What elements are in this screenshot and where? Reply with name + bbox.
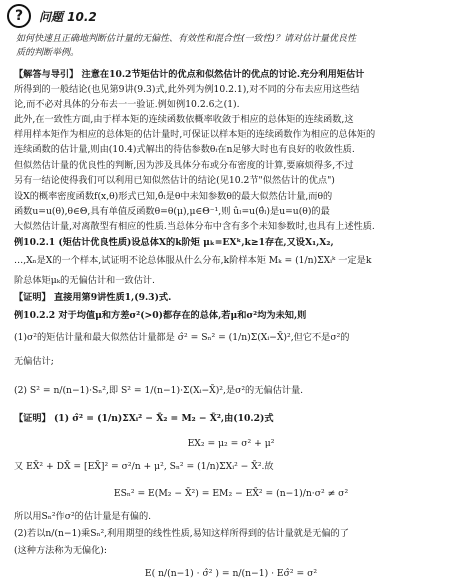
body-text-line: 设X的概率密度函数f(x,θ)形式已知,θ̂ₗ是θ中未知参数θ的最大似然估计量,而θ的 [14, 191, 333, 202]
formula-line: EX₂ = μ₂ = σ² + μ² [187, 438, 275, 449]
formula-line: ESₙ² = E(M₂ − X̄²) = EM₂ − EX̄² = (n−1)/n·σ² ≠ σ² [113, 488, 349, 499]
formula-line: 又 EX̄² + DX̄ = [EX̄]² = σ²/n + μ², Sₙ² = (1/n)ΣXᵢ² − X̄².故 [14, 461, 274, 472]
body-text-line: (2)若以n/(n−1)乘Sₙ²,利用期望的线性性质,易知这样所得到的估计量就是无偏的了 [14, 528, 349, 539]
body-text-line: 论,而不必对具体的分布去一一验证.例如例10.2.6之(1). [14, 99, 240, 110]
body-text-line: 无偏估计; [14, 356, 54, 367]
body-text-line: (这种方法称为无偏化): [14, 545, 107, 556]
proof-line: 【证明】 (1) σ̂² = (1/n)ΣXᵢ² − X̄₂ = M₂ − X̄²,由(10.2)式 [14, 413, 274, 424]
body-text-line: 阶总体矩μₖ的无偏估计和一致估计. [14, 275, 155, 286]
body-text-line: 大似然估计量,对离散型有相应的性质.当总体分布中含有多个未知参数时,也具有上述性质. [14, 221, 375, 232]
body-text-line: 所以用Sₙ²作σ²的估计量是有偏的. [14, 511, 152, 522]
example-heading-line: 例10.2.1 (矩估计优良性质)设总体X的k阶矩 μₖ=EXᵏ,k≥1存在,又设X₁,X₂, [14, 237, 334, 248]
body-text-line: 但似然估计量的优良性的判断,因为涉及具体分布或分布密度的计算,要麻烦得多,不过 [14, 160, 354, 171]
body-text-line: (1)σ²的矩估计量和最大似然估计量都是 σ̂² = Sₙ² = (1/n)Σ(Xᵢ−X̄)²,但它不是σ²的 [14, 332, 350, 343]
answer-intro-line: 【解答与导引】 注意在10.2节矩估计的优点和似然估计的优点的讨论.充分利用矩估计 [14, 69, 365, 80]
formula-line: (2) S² = n/(n−1)·Sₙ²,即 S² = 1/(n−1)·Σ(Xᵢ−X̄)²,是σ²的无偏估计量. [14, 385, 304, 396]
body-text-line: 样用样本矩作为相应的总体矩的估计量时,可保证以样本矩的连续函数作为相应的总体矩的 [14, 129, 376, 140]
question-text-line: 如何快速且正确地判断估计量的无偏性、有效性和混合性(一致性)？请对估计量优良性 [16, 34, 357, 44]
question-header [7, 4, 97, 28]
question-text-line: 质的判断举例。 [16, 48, 80, 58]
body-text-line: 函数u=u(θ),θ∈Θ,具有单值反函数θ=θ(μ),μ∈Θ⁻¹,则 ûₗ=u(θ̂ₗ)是u=u(θ)的最 [14, 206, 330, 217]
question-mark-icon: ? [7, 4, 31, 28]
body-text-line: 连续函数的估计量,则由(10.4)式解出的待估参数θᵢ在n足够大时也有良好的收敛性质. [14, 144, 355, 155]
question-title: 问题 10.2 [39, 9, 97, 24]
example-heading-line: 例10.2.2 对于均值μ和方差σ²(>0)都存在的总体,若μ和σ²均为未知,则 [14, 310, 307, 321]
body-text-line: 此外,在一致性方面,由于样本矩的连续函数依概率收敛于相应的总体矩的连续函数,这 [14, 114, 354, 125]
body-text-line: 所得到的一般结论(也见第9讲(9.3)式,此外列为例10.2.1),对不同的分布去应用这些结 [14, 84, 360, 95]
body-text-line: 另有一结论使得我们可以利用已知似然估计的结论(见10.2节"似然估计的优点") [14, 175, 335, 186]
formula-line: E( n/(n−1) · σ̂² ) = n/(n−1) · Eσ̂² = σ² [144, 568, 318, 579]
body-text-line: …,Xₙ是X的一个样本,试证明不论总体服从什么分布,k阶样本矩 Mₖ = (1/n)ΣXᵢᵏ 一定是k [14, 255, 372, 266]
proof-line: 【证明】 直接用第9讲性质1,(9.3)式. [14, 292, 172, 303]
